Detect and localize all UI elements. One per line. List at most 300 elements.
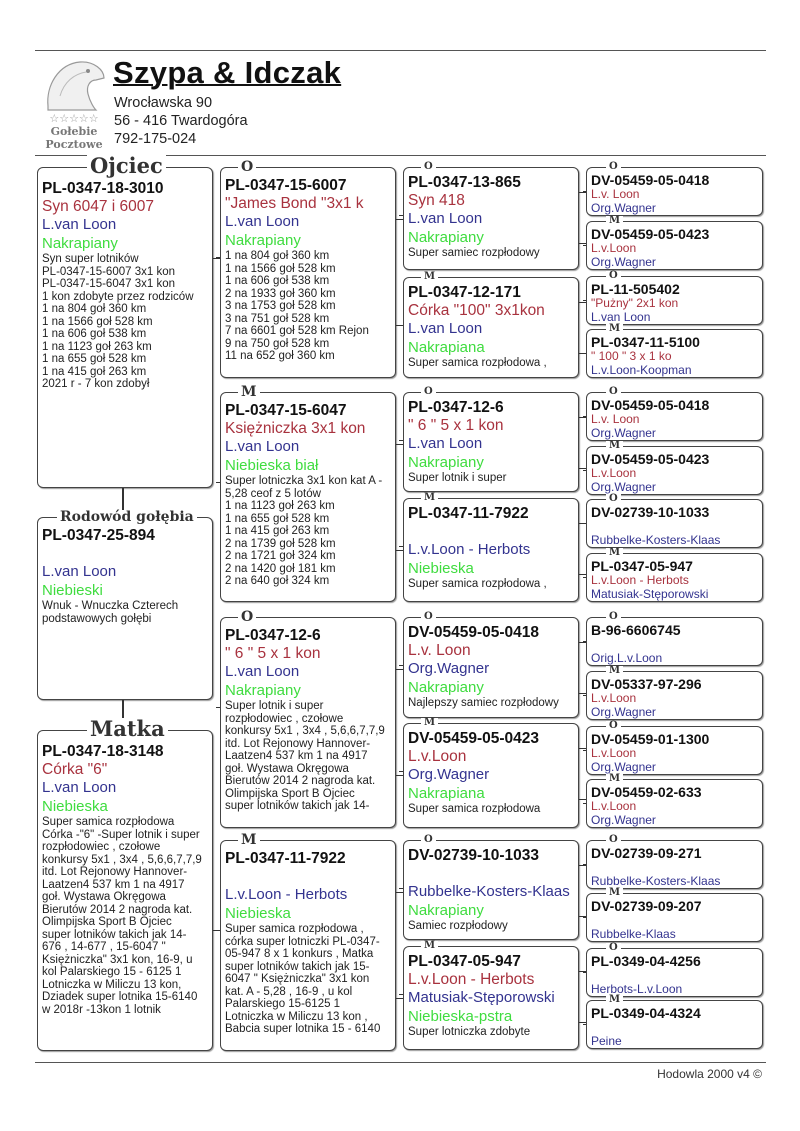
pigeon-name: L.v. Loon: [408, 642, 471, 659]
breed-line: Peine: [591, 1033, 622, 1048]
pedigree-card[interactable]: [37, 730, 213, 1051]
note-line: 2 na 1420 goł 181 km: [225, 562, 336, 575]
note-line: Super lotniczka 3x1 kon kat A -: [225, 475, 383, 487]
ring-number: DV-05459-01-1300: [591, 731, 710, 747]
note-line: 3 na 751 goł 528 km: [225, 312, 330, 325]
connector-line: [213, 258, 220, 259]
ring-number: DV-05459-05-0418: [591, 397, 710, 413]
ring-number: DV-05459-05-0418: [408, 624, 539, 641]
pedigree-card[interactable]: [586, 553, 763, 602]
breed-line: Rubbelke-Kosters-Klaas: [591, 532, 721, 547]
ring-number: DV-02739-10-1033: [591, 504, 710, 520]
breed-line: Org.Wagner: [591, 200, 656, 215]
note-line: itd. Lot Rejonowy Hannover-: [225, 737, 371, 750]
parent-label: O: [238, 160, 256, 174]
breed-line: L.v.Loon-Koopman: [591, 362, 692, 377]
ring-number: DV-05337-97-296: [591, 676, 702, 692]
breed-line: Org.Wagner: [591, 425, 656, 440]
connector-line: [583, 300, 586, 301]
note-line: 3 na 1753 goł 528 km: [225, 300, 336, 312]
connector-line: [399, 994, 403, 995]
pedigree-card[interactable]: [220, 840, 396, 1051]
note-line: goł. Wystawa Okręgowa: [225, 762, 349, 775]
address-street: Wrocławska 90: [114, 95, 213, 111]
note-line: 9 na 750 goł 528 km: [225, 337, 330, 350]
pigeon-name: " 100 " 3 x 1 ko: [591, 349, 672, 363]
breed-line: L.van Loon: [591, 309, 651, 324]
connector-line: [579, 748, 586, 749]
connector-line: [399, 440, 403, 441]
note-line: w 2018r -13kon 1 lotnik: [42, 1003, 161, 1016]
connector-line: [399, 215, 403, 216]
svg-text:Pocztowe: Pocztowe: [45, 138, 103, 150]
ring-number: DV-05459-05-0423: [408, 730, 539, 747]
parent-label: M: [421, 941, 438, 951]
connector-line: [583, 972, 586, 973]
connector-line: [579, 1022, 586, 1023]
phone-number: 792-175-024: [114, 131, 197, 147]
color-line: Nakrapiany: [408, 679, 484, 696]
note-line: goł. Wystawa Okręgowa: [42, 891, 166, 903]
note-line: 1 na 415 goł 263 km: [225, 525, 330, 537]
note-line: 1 na 415 goł 263 km: [42, 365, 147, 378]
pigeon-name: Syn 6047 i 6007: [42, 198, 155, 215]
connector-line: [583, 191, 586, 192]
connector-line: [583, 470, 586, 471]
color-line: Nakrapiana: [408, 339, 485, 356]
top-divider: [35, 50, 766, 51]
parent-label: O: [421, 162, 436, 172]
color-line: Nakrapiany: [408, 229, 484, 246]
connector-line: [579, 642, 586, 643]
note-line: super lotników takich jak 15-: [225, 960, 370, 973]
pigeon-name: [591, 520, 758, 534]
breed-line: Org.Wagner: [591, 704, 656, 719]
note-line: kol Palarskiego 15 - 6125 1: [42, 966, 182, 978]
pedigree-card[interactable]: [586, 779, 763, 828]
pigeon-name: [591, 861, 758, 875]
pedigree-card[interactable]: [37, 517, 213, 700]
ring-number: DV-05459-02-633: [591, 784, 702, 800]
pedigree-card[interactable]: [586, 446, 763, 495]
color-line: Niebieska biał: [225, 457, 319, 474]
connector-line: [396, 775, 403, 776]
note-line: Bierutów 2014 2 nagroda kat.: [225, 775, 376, 787]
connector-line: [579, 865, 586, 866]
color-line: Nakrapiany: [225, 232, 301, 249]
pigeon-name: " 6 " 5 x 1 kon: [408, 417, 504, 434]
ring-number: PL-11-505402: [591, 281, 680, 297]
parent-label: Ojciec: [87, 155, 166, 176]
pigeon-name: L.v.Loon: [591, 241, 637, 255]
parent-label: O: [606, 943, 621, 953]
pigeon-name: L.v.Loon - Herbots: [591, 573, 689, 587]
connector-line: [583, 1024, 586, 1025]
note-line: 1 na 606 goł 538 km: [225, 275, 330, 287]
logo: [38, 56, 110, 150]
breed-line: Rubbelke-Kosters-Klaas: [408, 883, 570, 900]
pigeon-name: [42, 545, 208, 563]
note-line: itd. Lot Rejonowy Hannover-: [42, 866, 188, 878]
ring-number: PL-0347-05-947: [408, 953, 521, 970]
breed-line: Org.Wagner: [591, 254, 656, 269]
svg-text:Gołebie: Gołebie: [50, 125, 98, 138]
pedigree-card[interactable]: [586, 617, 763, 666]
software-credit: Hodowla 2000 v4 ©: [657, 1067, 762, 1081]
parent-label: Rodowód gołębia: [57, 510, 197, 524]
note-line: rozpłodowiec , czołowe: [42, 841, 161, 853]
note-line: Babcia super lotnika 15 - 6140: [225, 1023, 381, 1035]
note-line: 1 kon zdobyte przez rodziców: [42, 290, 194, 303]
connector-line: [579, 468, 586, 469]
note-line: Lotniczka w Miliczu 13 kon,: [42, 978, 182, 991]
pigeon-name: Księżniczka 3x1 kon: [225, 420, 366, 437]
breed-line: Rubbelke-Klaas: [591, 926, 676, 941]
breed-line: Matusiak-Stęporowski: [408, 989, 555, 1006]
connector-line: [583, 245, 586, 246]
note-line: konkursy 5x1 , 3x4 , 5,6,6,7,7,9: [225, 725, 385, 737]
color-line: Nakrapiany: [42, 235, 118, 252]
breed-line: Org.Wagner: [591, 479, 656, 494]
ring-number: PL-0347-25-894: [42, 527, 155, 544]
color-line: Nakrapiany: [225, 682, 301, 699]
connector-line: [396, 669, 403, 670]
color-line: Niebieska: [42, 798, 108, 815]
breed-line: Herbots-L.v.Loon: [591, 981, 683, 996]
note-line: 1 na 1566 goł 528 km: [42, 315, 153, 328]
ring-number: PL-0349-04-4256: [591, 953, 701, 969]
pigeon-name: "James Bond "3x1 k: [225, 195, 364, 212]
pigeon-name: L.v.Loon: [591, 799, 637, 813]
breed-line: L.van Loon: [42, 779, 117, 796]
note-line: Księżniczka" 3x1 kon, 16-9, u: [42, 953, 193, 966]
parent-label: O: [606, 387, 621, 397]
ring-number: PL-0347-12-6: [408, 399, 504, 416]
parent-label: O: [606, 494, 621, 504]
note-line: Córka -"6" -Super lotnik i super: [42, 828, 200, 841]
ring-number: PL-0347-12-171: [408, 284, 521, 301]
pedigree-card[interactable]: [586, 329, 763, 378]
note-line: rozpłodowiec , czołowe: [225, 712, 344, 725]
note-line: PL-0347-15-6007 3x1 kon: [42, 265, 175, 278]
parent-label: O: [238, 610, 256, 624]
parent-label: M: [421, 493, 438, 503]
footer-divider: [35, 1062, 766, 1063]
note-line: 676 , 14-677 , 15-6047 ": [42, 941, 166, 953]
connector-line: [583, 864, 586, 865]
connector-line: [216, 707, 220, 708]
ring-number: PL-0347-18-3148: [42, 743, 164, 760]
connector-line: [583, 353, 586, 354]
note-line: 5,28 ceof z 5 lotów: [225, 487, 321, 500]
note-line: Super samica rozpłodowa: [408, 803, 541, 815]
ring-number: DV-05459-05-0418: [591, 172, 710, 188]
pedigree-card[interactable]: [586, 671, 763, 720]
note-line: konkursy 5x1 , 3x4 , 5,6,6,7,7,9: [42, 853, 202, 866]
note-line: Laatzen4 537 km 1 na 4917: [42, 878, 185, 891]
pigeon-name: [591, 969, 758, 983]
pedigree-card[interactable]: [220, 617, 396, 828]
note-line: super lotników takich jak 14-: [42, 928, 187, 941]
breed-line: L.van Loon: [42, 216, 117, 233]
note-line: Bierutów 2014 2 nagroda kat.: [42, 903, 193, 916]
parent-label: O: [606, 162, 621, 172]
ring-number: PL-0349-04-4324: [591, 1005, 701, 1021]
ring-number: DV-02739-09-207: [591, 898, 702, 914]
breed-line: L.v.Loon - Herbots: [225, 886, 348, 903]
breed-line: Orig.L.v.Loon: [591, 650, 663, 665]
parent-label: M: [606, 548, 623, 558]
parent-label: Matka: [87, 718, 168, 739]
pedigree-card[interactable]: [220, 392, 396, 602]
pigeon-name: "Pużny" 2x1 kon: [591, 296, 679, 310]
ring-number: DV-02739-09-271: [591, 845, 702, 861]
breed-line: L.van Loon: [225, 438, 300, 455]
parent-label: M: [606, 216, 623, 226]
parent-label: O: [606, 271, 621, 281]
connector-line: [583, 641, 586, 642]
breed-line: L.van Loon: [225, 213, 300, 230]
connector-line: [579, 192, 586, 193]
note-line: 2 na 1739 goł 528 km: [225, 537, 336, 550]
connector-line: [399, 665, 403, 666]
pigeon-name: [591, 638, 758, 652]
pedigree-card[interactable]: [586, 392, 763, 441]
pedigree-card[interactable]: [403, 840, 579, 940]
pigeon-name: [591, 1021, 758, 1035]
note-line: PL-0347-15-6047 3x1 kon: [42, 278, 175, 290]
color-line: Nakrapiany: [408, 454, 484, 471]
connector-line: [399, 888, 403, 889]
pedigree-card[interactable]: [586, 276, 763, 325]
connector-line: [396, 219, 403, 220]
color-line: Nakrapiany: [408, 902, 484, 919]
parent-label: M: [238, 833, 260, 847]
connector-line: [579, 243, 586, 244]
pedigree-card[interactable]: [586, 1000, 763, 1049]
color-line: Niebieska: [225, 905, 291, 922]
note-line: Super lotnik i super: [408, 472, 507, 484]
note-line: Super lotnik i super: [225, 700, 324, 712]
note-line: 6047 " Księżniczka" 3x1 kon: [225, 973, 370, 985]
parent-label: M: [606, 666, 623, 676]
ring-number: PL-0347-13-865: [408, 174, 521, 191]
note-line: Olimpijska Sport B Ojciec: [42, 916, 172, 928]
note-line: 7 na 6601 goł 528 km Rejon: [225, 325, 369, 337]
breeder-name: Szypa & Idczak: [113, 55, 342, 90]
note-line: kat. A - 5,28 , 16-9 , u kol: [225, 985, 353, 998]
connector-line: [579, 417, 586, 418]
note-line: 2 na 640 goł 324 km: [225, 575, 330, 587]
note-line: Super lotniczka zdobyte: [408, 1026, 531, 1038]
color-line: Niebieska: [408, 560, 474, 577]
pigeon-name: [591, 914, 758, 928]
connector-line: [583, 803, 586, 804]
parent-label: O: [421, 612, 436, 622]
parent-label: M: [606, 324, 623, 334]
pedigree-card[interactable]: [586, 840, 763, 889]
pedigree-card[interactable]: [403, 167, 579, 270]
pedigree-card[interactable]: [586, 221, 763, 270]
breed-line: Org.Wagner: [591, 759, 656, 774]
note-line: Lotniczka w Miliczu 13 kon ,: [225, 1010, 368, 1023]
note-line: 1 na 1123 goł 263 km: [225, 500, 335, 512]
connector-line: [583, 750, 586, 751]
breed-line: Org.Wagner: [591, 812, 656, 827]
ring-number: PL-0347-15-6047: [225, 402, 347, 419]
parent-label: O: [421, 387, 436, 397]
pigeon-name: L.v. Loon: [591, 187, 640, 201]
note-line: podstawowych gołębi: [42, 612, 152, 625]
pigeon-name: L.v.Loon: [408, 748, 467, 765]
connector-line: [216, 930, 220, 931]
pedigree-card[interactable]: [586, 893, 763, 942]
connector-line: [579, 302, 586, 303]
breed-line: L.van Loon: [408, 210, 483, 227]
color-line: Niebieska-pstra: [408, 1008, 513, 1025]
note-line: Super samica rozpłodowa ,: [408, 578, 547, 590]
parent-label: M: [238, 385, 260, 399]
note-line: Najlepszy samiec rozpłodowy: [408, 697, 559, 709]
note-line: Super samiec rozpłodowy: [408, 247, 540, 259]
note-line: 1 na 804 goł 360 km: [225, 250, 330, 262]
ring-number: DV-05459-05-0423: [591, 226, 710, 242]
breed-line: Org.Wagner: [408, 766, 490, 783]
parent-label: O: [606, 835, 621, 845]
address-city: 56 - 416 Twardogóra: [114, 113, 248, 129]
pedigree-card[interactable]: [403, 498, 579, 602]
pedigree-card[interactable]: [586, 726, 763, 775]
pigeon-name: L.v.Loon - Herbots: [408, 971, 535, 988]
breed-line: L.van Loon: [225, 663, 300, 680]
pigeon-name: Syn 418: [408, 192, 465, 209]
pigeon-head-icon: [38, 56, 110, 150]
note-line: Wnuk - Wnuczka Czterech: [42, 600, 179, 612]
connector-line: [583, 577, 586, 578]
ring-number: PL-0347-11-7922: [225, 850, 346, 867]
color-line: Niebieski: [42, 582, 103, 599]
note-line: córka super lotniczki PL-0347-: [225, 935, 380, 948]
note-line: Olimpijska Sport B Ojciec: [225, 787, 355, 800]
svg-text:☆☆☆☆☆: ☆☆☆☆☆: [49, 112, 99, 125]
connector-line: [396, 550, 403, 551]
pigeon-name: [408, 865, 574, 883]
note-line: Samiec rozpłodowy: [408, 920, 508, 932]
note-line: 1 na 606 goł 538 km: [42, 328, 147, 340]
connector-line: [396, 444, 403, 445]
pedigree-card[interactable]: [220, 167, 396, 378]
parent-label: M: [421, 718, 438, 728]
connector-line: [583, 523, 586, 524]
ring-number: PL-0347-15-6007: [225, 177, 347, 194]
pigeon-name: Córka "100" 3x1kon: [408, 302, 545, 319]
pedigree-card[interactable]: [586, 499, 763, 548]
note-line: 1 na 655 goł 528 km: [225, 512, 330, 525]
pigeon-name: L.v.Loon: [591, 466, 637, 480]
pedigree-card[interactable]: [403, 277, 579, 378]
parent-label: O: [606, 612, 621, 622]
note-line: Laatzen4 537 km 1 na 4917: [225, 750, 368, 762]
note-line: 1 na 1123 goł 263 km: [42, 340, 152, 353]
note-line: Palarskiego 15-6125 1: [225, 998, 341, 1010]
ring-number: DV-05459-05-0423: [591, 451, 710, 467]
ring-number: PL-0347-12-6: [225, 627, 321, 644]
parent-label: O: [606, 721, 621, 731]
pedigree-card[interactable]: [403, 617, 579, 718]
connector-line: [583, 917, 586, 918]
ring-number: DV-02739-10-1033: [408, 847, 539, 864]
connector-line: [396, 998, 403, 999]
parent-label: O: [421, 835, 436, 845]
ring-number: PL-0347-05-947: [591, 558, 693, 574]
connector-line: [396, 892, 403, 893]
pigeon-name: [225, 868, 391, 886]
parent-label: M: [606, 888, 623, 898]
breed-line: L.van Loon: [408, 320, 483, 337]
note-line: 2 na 1933 goł 360 km: [225, 287, 336, 300]
note-line: Super samica rozpłodowa ,: [225, 923, 364, 935]
note-line: 05-947 8 x 1 konkurs , Matka: [225, 948, 374, 960]
connector-line: [579, 693, 586, 694]
breed-line: L.v.Loon - Herbots: [408, 541, 531, 558]
pigeon-name: [408, 523, 574, 541]
breed-line: Org.Wagner: [408, 660, 490, 677]
connector-line: [216, 257, 220, 258]
connector-line: [583, 695, 586, 696]
pedigree-card[interactable]: [403, 946, 579, 1050]
parent-label: M: [421, 272, 438, 282]
color-line: Nakrapiana: [408, 785, 485, 802]
connector-line: [583, 416, 586, 417]
pigeon-name: L.v.Loon: [591, 746, 637, 760]
connector-line: [399, 771, 403, 772]
pedigree-card[interactable]: [403, 392, 579, 492]
connector-line: [579, 799, 586, 800]
pigeon-name: L.v. Loon: [591, 412, 640, 426]
note-line: 1 na 1566 goł 528 km: [225, 262, 336, 275]
note-line: super lotników takich jak 14-: [225, 800, 370, 812]
pedigree-card[interactable]: [586, 948, 763, 997]
parent-label: M: [606, 774, 623, 784]
pedigree-card[interactable]: [586, 167, 763, 216]
parent-label: M: [606, 995, 623, 1005]
ring-number: PL-0347-11-5100: [591, 334, 700, 350]
note-line: 1 na 655 goł 528 km: [42, 353, 147, 365]
note-line: Syn super lotników: [42, 253, 139, 265]
note-line: 11 na 652 goł 360 km: [225, 350, 335, 362]
pigeon-name: Córka "6": [42, 761, 108, 778]
parent-label: M: [606, 441, 623, 451]
note-line: Super samica rozpłodowa: [42, 816, 175, 828]
pedigree-card[interactable]: [403, 723, 579, 828]
ring-number: B-96-6606745: [591, 622, 681, 638]
connector-line: [579, 574, 586, 575]
breed-line: Matusiak-Stęporowski: [591, 586, 709, 601]
pedigree-card[interactable]: [37, 167, 213, 488]
breed-line: Rubbelke-Kosters-Klaas: [591, 873, 721, 888]
note-line: 2021 r - 7 kon zdobył: [42, 378, 150, 390]
pigeon-name: " 6 " 5 x 1 kon: [225, 645, 321, 662]
connector-line: [399, 325, 403, 326]
connector-line: [399, 546, 403, 547]
note-line: Super samica rozpłodowa ,: [408, 357, 547, 369]
breed-line: L.van Loon: [408, 435, 483, 452]
note-line: 2 na 1721 goł 324 km: [225, 550, 336, 562]
ring-number: PL-0347-11-7922: [408, 505, 529, 522]
note-line: Dziadek super lotnika 15-6140: [42, 991, 198, 1003]
pigeon-name: L.v.Loon: [591, 691, 637, 705]
connector-line: [216, 482, 220, 483]
